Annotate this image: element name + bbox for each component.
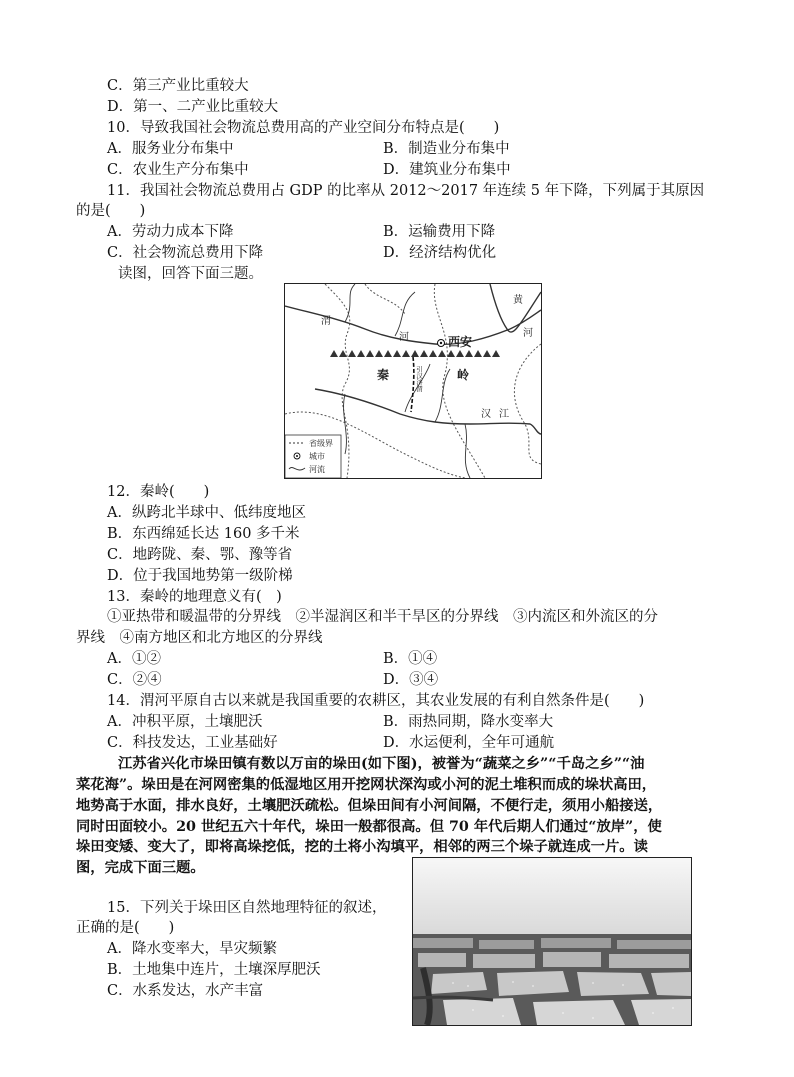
q15-stem-line2: 正确的是( ) bbox=[76, 920, 175, 936]
q12-option-c: C．地跨陇、秦、鄂、豫等省 bbox=[107, 547, 293, 563]
q13-stem: 13．秦岭的地理意义有( ) bbox=[107, 589, 282, 605]
map-intro: 读图，回答下面三题。 bbox=[118, 266, 263, 282]
q13-option-d: D．③④ bbox=[383, 672, 439, 688]
passage-line-1: 江苏省兴化市垛田镇有数以万亩的垛田(如下图)，被誉为“蔬菜之乡”“千岛之乡”“油 bbox=[118, 756, 645, 772]
map-label-city: 西安 bbox=[448, 335, 473, 349]
legend-border-label: 省级界 bbox=[309, 439, 333, 448]
qinling-map bbox=[284, 283, 542, 479]
q10-option-b: B．制造业分布集中 bbox=[383, 141, 510, 157]
map-label-huang-he: 河 bbox=[523, 328, 533, 339]
q11-stem-line2: 的是( ) bbox=[76, 203, 146, 219]
map-label-ling: 岭 bbox=[457, 368, 470, 382]
map-label-canal: 引汉济渭 bbox=[415, 366, 423, 392]
q15-option-a: A．降水变率大，旱灾频繁 bbox=[107, 941, 277, 957]
q10-option-d: D．建筑业分布集中 bbox=[383, 162, 511, 178]
passage-line-5: 垛田变矮、变大了，即将高垛挖低，挖的土将小沟填平，相邻的两三个垛子就连成一片。读 bbox=[76, 839, 648, 855]
passage-line-2: 菜花海”。垛田是在河网密集的低湿地区用开挖网状深沟或小河的泥土堆积而成的垛状高田， bbox=[76, 777, 657, 793]
q12-option-a: A．纵跨北半球中、低纬度地区 bbox=[107, 505, 306, 521]
q12-stem: 12．秦岭( ) bbox=[107, 484, 210, 500]
q15-option-b: B．土地集中连片，土壤深厚肥沃 bbox=[107, 962, 321, 978]
q14-option-c: C．科技发达，工业基础好 bbox=[107, 735, 278, 751]
q13-items-line1: ①亚热带和暖温带的分界线 ②半湿润区和半干旱区的分界线 ③内流区和外流区的分 bbox=[107, 609, 658, 625]
q15-option-c: C．水系发达，水产丰富 bbox=[107, 983, 264, 999]
legend-city-label: 城市 bbox=[309, 452, 325, 461]
q10-option-c: C．农业生产分布集中 bbox=[107, 162, 249, 178]
q9-option-d: D．第一、二产业比重较大 bbox=[107, 99, 279, 115]
q15-stem-line1: 15．下列关于垛田区自然地理特征的叙述， bbox=[107, 900, 387, 916]
q9-option-c: C．第三产业比重较大 bbox=[107, 78, 249, 94]
passage-line-4: 同时田面较小。20 世纪五六十年代，垛田一般都很高。但 70 年代后期人们通过“放岸”，使 bbox=[76, 819, 662, 835]
q12-option-b: B．东西绵延长达 160 多千米 bbox=[107, 526, 300, 542]
duotian-photo-graphic bbox=[413, 858, 691, 1025]
map-label-jiang: 江 bbox=[499, 409, 509, 420]
q11-option-b: B．运输费用下降 bbox=[383, 224, 496, 240]
q11-stem-line1: 11．我国社会物流总费用占 GDP 的比率从 2012～2017 年连续 5 年下降，下列属于其原因 bbox=[107, 183, 705, 199]
map-label-huang: 黄 bbox=[513, 295, 523, 306]
q14-option-b: B．雨热同期，降水变率大 bbox=[383, 714, 554, 730]
q13-option-c: C．②④ bbox=[107, 672, 162, 688]
q10-option-a: A．服务业分布集中 bbox=[107, 141, 234, 157]
legend-river-label: 河流 bbox=[309, 465, 325, 474]
q11-option-a: A．劳动力成本下降 bbox=[107, 224, 234, 240]
q11-option-d: D．经济结构优化 bbox=[383, 245, 497, 261]
q12-option-d: D．位于我国地势第一级阶梯 bbox=[107, 568, 293, 584]
q13-option-a: A．①② bbox=[107, 651, 161, 667]
q11-option-c: C．社会物流总费用下降 bbox=[107, 245, 264, 261]
q14-stem: 14．渭河平原自古以来就是我国重要的农耕区，其农业发展的有利自然条件是( ) bbox=[107, 693, 645, 709]
q10-stem: 10．导致我国社会物流总费用高的产业空间分布特点是( ) bbox=[107, 120, 500, 136]
map-label-qin: 秦 bbox=[377, 368, 390, 382]
duotian-photo bbox=[412, 857, 692, 1026]
map-label-han: 汉 bbox=[481, 409, 491, 420]
q13-option-b: B．①④ bbox=[383, 651, 438, 667]
qinling-map-graphic bbox=[285, 284, 541, 478]
q14-option-a: A．冲积平原，土壤肥沃 bbox=[107, 714, 263, 730]
passage-line-6: 图，完成下面三题。 bbox=[76, 860, 205, 876]
map-label-wei-he: 河 bbox=[399, 332, 409, 343]
passage-line-3: 地势高于水面，排水良好，土壤肥沃疏松。但垛田间有小河间隔，不便行走，须用小船接送， bbox=[76, 798, 663, 814]
map-label-wei: 渭 bbox=[321, 316, 331, 327]
q13-items-line2: 界线 ④南方地区和北方地区的分界线 bbox=[76, 630, 323, 646]
q14-option-d: D．水运便利，全年可通航 bbox=[383, 735, 555, 751]
